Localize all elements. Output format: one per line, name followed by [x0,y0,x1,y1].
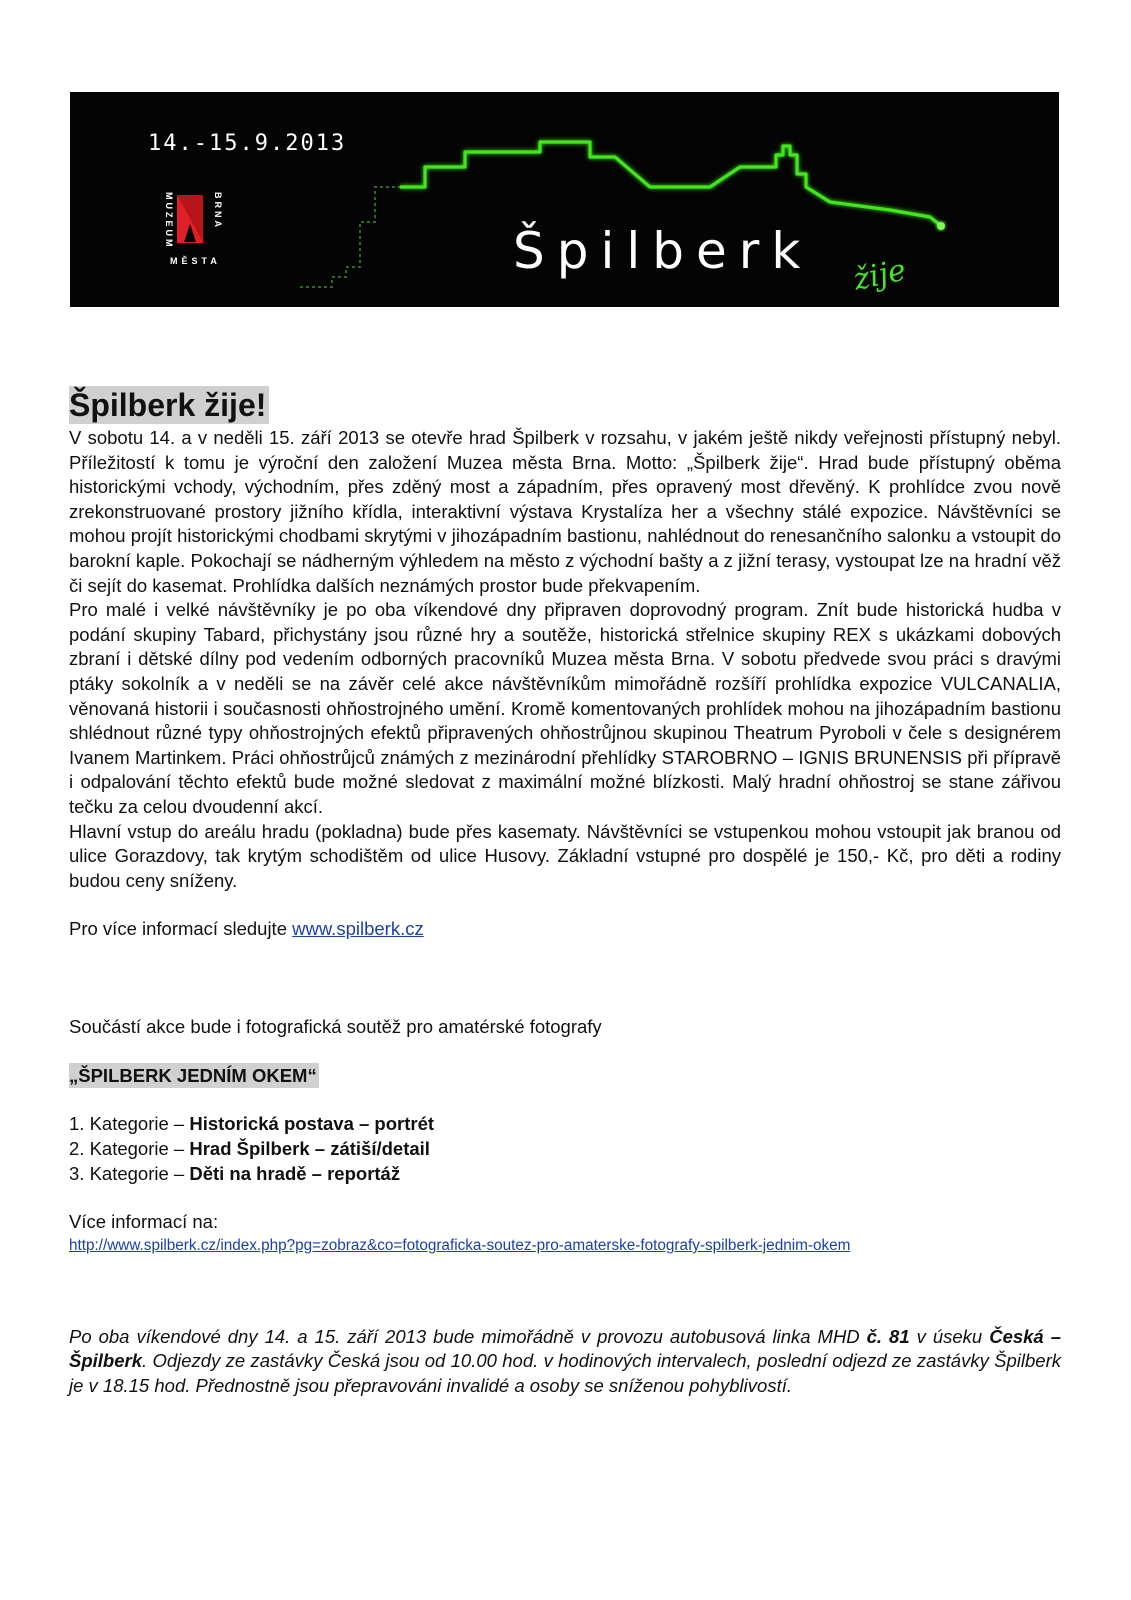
page-title: Špilberk žije! [69,386,269,424]
logo-muzeum: MUZEUM [164,192,174,250]
contest-info-link[interactable]: http://www.spilberk.cz/index.php?pg=zobraz&co=fotograficka-soutez-pro-amaterske-fotografy-spilberk-jednim-okem [69,1236,851,1254]
category-name: Hrad Špilberk – zátiší/detail [189,1138,430,1160]
logo-mesta: MĚSTA [170,256,221,266]
transport-text-1: Po oba víkendové dny 14. a 15. září 2013 bude mimořádně v provozu autobusová linka MHD [69,1325,867,1347]
program-paragraph: Pro malé i velké návštěvníky je po oba víkendové dny připraven doprovodný program. Znít bude historická hudba v podání skupiny Tabard, přichystány jsou různé hry a soutěže, historická střelnice skupiny REX s ukázkami dobových zbraní i dětské dílny pod vedením odborných pracovníků Muzea města Brna. V sobotu předvede svou práci s dravými ptáky sokolník a v neděli se na závěr celé akce návštěvníkům mimořádně rozšíří prohlídka expozice VULCANALIA, věnovaná historii i současnosti ohňostrojného umění. Kromě komentovaných prohlídek mohou na jihozápadním bastionu shlédnout různé typy ohňostrojných efektů připravených ohňostrůjnou skupinou Theatrum Pyroboli v čele s designérem Ivanem Martinkem. Práci ohňostrůjců známých z mezinárodní přehlídky STAROBRNO – IGNIS BRUNENSIS při přípravě i odpalování těchto efektů bude možné sledovat z maximální možné blízkosti. Malý hradní ohňostroj se stane zářivou tečku za celou dvoudenní akcí. [69,599,1061,817]
entry-paragraph: Hlavní vstup do areálu hradu (pokladna) bude přes kasematy. Návštěvníci se vstupenkou mohou vstoupit jak branou od ulice Gorazdovy, tak krytým schodištěm od ulice Husovy. Základní vstupné pro dospělé je 150,- Kč, pro děti a rodiny budou ceny sníženy. [69,820,1061,891]
logo-brna: BRNA [213,192,223,230]
category-prefix: 1. Kategorie – [69,1113,190,1135]
event-banner [70,92,1059,307]
banner-graphic [70,92,1059,307]
category-name: Děti na hradě – reportáž [189,1162,401,1184]
transport-text-2: v úseku [909,1325,990,1347]
document-body [69,386,1061,1399]
transport-paragraph [69,1325,1061,1399]
bus-route-segment: Česká – Špilberk [69,1325,1061,1372]
more-info-label: Pro více informací sledujte [69,918,293,940]
skyline-line [400,142,940,225]
category-item-1 [69,1112,1061,1137]
more-info-line [69,917,1061,942]
category-prefix: 2. Kategorie – [69,1138,190,1160]
category-item-2 [69,1137,1061,1162]
skyline-dim-line [300,187,400,287]
banner-title: Špilberk [513,222,813,280]
contest-info-label: Více informací na: [69,1211,219,1233]
transport-text-3: . Odjezdy ze zastávky Česká jsou od 10.00 hod. v hodinových intervalech, poslední odjezd ze zastávky Špilberk je v 18.15 hod. Přednostně jsou přepravováni invalidé a osoby se sníženou pohyblivostí. [69,1350,1061,1397]
category-prefix: 3. Kategorie – [69,1162,190,1184]
banner-date: 14.-15.9.2013 [148,131,347,156]
banner-subtitle: žije [850,252,909,298]
website-link[interactable]: www.spilberk.cz [292,918,424,940]
intro-paragraph: V sobotu 14. a v neděli 15. září 2013 se otevře hrad Špilberk v rozsahu, v jakém ještě nikdy veřejnosti přístupný nebyl. Příležitostí k tomu je výroční den založení Muzea města Brna. Motto: „Špilberk žije“. Hrad bude přístupný oběma historickými vchody, východním, přes zděný most a západním, přes opravený most dřevěný. K prohlídce zvou nově zrekonstruované prostory jižního křídla, interaktivní výstava Krystalíza her a všechny stálé expozice. Návštěvníci se mohou projít historickými chodbami skrytými v jihozápadním bastionu, nahlédnout do renesančního salonku a vstoupit do barokní kaple. Pokochají se nádherným výhledem na město z východní bašty a z jižní terasy, vystoupat lze na hradní věž či sejít do kasemat. Prohlídka dalších neznámých prostor bude překvapením. [69,427,1061,596]
category-item-3 [69,1162,1061,1187]
contest-intro: Součástí akce bude i fotografická soutěž pro amatérské fotografy [69,1015,602,1037]
contest-title: „ŠPILBERK JEDNÍM OKEM“ [69,1065,317,1087]
skyline-endpoint [937,222,945,230]
category-name: Historická postava – portrét [189,1113,435,1135]
bus-line-number: č. 81 [866,1325,910,1347]
